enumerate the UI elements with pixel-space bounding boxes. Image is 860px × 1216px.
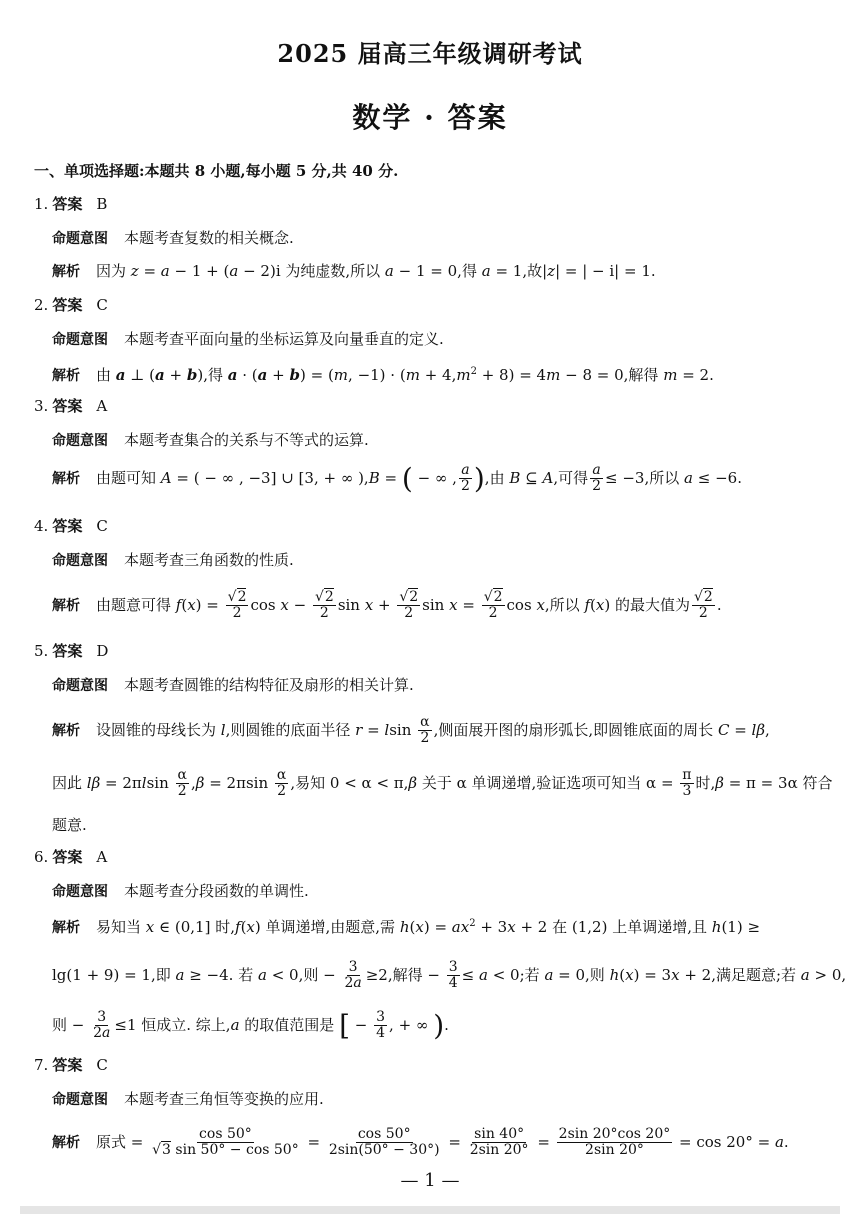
q6-answer-line xyxy=(34,846,107,868)
answer-label: 答案 xyxy=(52,397,83,415)
q4-analysis: 解析 由题意可得 f(x) = $\frac{√2}{2}$ cos x − $\frac{√2}{2}$ sin x + $\frac{√2}{2}$ sin x = $\frac{√2}{2}$ cos x,所以 f(x) 的最大值为 $\frac{√2}{2}$ . xyxy=(52,589,722,622)
q6-analysis-cont: lg(1 + 9) = 1,即 a ≥ −4. 若 a < 0,则 − $\frac{3}{2a}$ ≥2,解得 − $\frac{3}{4}$ ≤ a < 0;若 a = 0,则 h(x) = 3x + 2,满足题意;若 a > 0, xyxy=(52,959,847,992)
q3-number: 3. xyxy=(34,397,49,415)
q4-answer-line xyxy=(34,515,108,537)
q6-intent xyxy=(52,880,309,903)
q4-intent xyxy=(52,549,294,572)
q3-answer-line xyxy=(34,395,107,417)
bottom-divider xyxy=(20,1206,840,1214)
q1-answer-line xyxy=(34,193,107,215)
intent-label: 命题意图 xyxy=(52,884,108,900)
exam-title: 2025 届高三年级调研考试 xyxy=(277,39,583,68)
intent-label: 命题意图 xyxy=(52,1092,108,1108)
q7-intent xyxy=(52,1088,324,1111)
q2-number: 2. xyxy=(34,296,49,314)
q1-analysis: 解析 因为 z = a − 1 + (a − 2)i 为纯虚数,所以 a − 1 = 0,得 a = 1,故|z| = | − i| = 1. xyxy=(52,262,656,280)
q2-intent-text: 本题考查平面向量的坐标运算及向量垂直的定义. xyxy=(124,330,444,348)
intent-label: 命题意图 xyxy=(52,332,108,348)
answer-label: 答案 xyxy=(52,517,83,535)
q7-analysis: 解析 原式 = $\frac{\cos 50^\circ}{√3 \sin 50^\circ - \cos 50^\circ}$ = $\frac{\cos 50^\circ}{2\sin(50^\circ - 30^\circ)}$ = $\frac{\sin 40^\circ}{2\sin 20^\circ}$ = $\frac{2\sin 20^\circ\cos 20^\circ}{2\sin 20^\circ}$ = cos 20° = a. xyxy=(52,1126,789,1159)
q7-intent-text: 本题考查三角恒等变换的应用. xyxy=(124,1090,324,1108)
q7-number: 7. xyxy=(34,1056,49,1074)
q4-intent-text: 本题考查三角函数的性质. xyxy=(124,551,294,569)
q1-number: 1. xyxy=(34,195,49,213)
analysis-label: 解析 xyxy=(52,264,80,280)
q1-intent-text: 本题考查复数的相关概念. xyxy=(124,229,294,247)
q4-answer: C xyxy=(96,517,108,535)
answer-label: 答案 xyxy=(52,195,83,213)
q2-analysis: 解析 由 a ⊥ (a + b),得 a · (a + b) = (m, $-1) \cdot (m + 4,m^2 + 8) = 4m - 8 = 0$,解得 m = 2. xyxy=(52,366,714,384)
q4-number: 4. xyxy=(34,517,49,535)
analysis-label: 解析 xyxy=(52,597,80,614)
section-heading: 一、单项选择题:本题共 8 小题,每小题 5 分,共 40 分. xyxy=(34,162,399,180)
q3-intent xyxy=(52,429,369,452)
q3-analysis: 解析 由题可知 A = ( − ∞ , −3] ∪ [3, + ∞ ),B = ( − ∞ , $\frac{a}{2}$ ),由 B ⊆ A,可得 $\frac{a}{2}$ ≤ −3,所以 a ≤ −6. xyxy=(52,461,742,495)
analysis-label: 解析 xyxy=(52,470,80,487)
q6-analysis: 解析 易知当 x ∈ (0,1] 时,f(x) 单调递增,由题意,需 $h(x) = ax^2 + 3x + 2$ 在 (1,2) 上单调递增,且 h(1) ≥ xyxy=(52,918,761,936)
subject-title: 数学 · 答案 xyxy=(352,101,508,134)
q5-analysis: 解析 设圆锥的母线长为 l,则圆锥的底面半径 r = lsin $\frac{\alpha}{2}$ ,侧面展开图的扇形弧长,即圆锥底面的周长 C = lβ, xyxy=(52,714,770,747)
q6-intent-text: 本题考查分段函数的单调性. xyxy=(124,882,309,900)
page-number: — 1 — xyxy=(400,1170,460,1191)
analysis-label: 解析 xyxy=(52,920,80,936)
q7-answer: C xyxy=(96,1056,108,1074)
q5-analysis-end: 题意. xyxy=(52,816,87,834)
answer-label: 答案 xyxy=(52,296,83,314)
q7-answer-line xyxy=(34,1054,108,1076)
q3-intent-text: 本题考查集合的关系与不等式的运算. xyxy=(124,431,369,449)
q5-intent xyxy=(52,674,414,697)
q5-analysis-cont: 因此 lβ = 2πlsin $\frac{\alpha}{2}$ ,β = 2πsin $\frac{\alpha}{2}$ ,易知 0 < α < π,β 关于 α 单调递增,验证选项可知当 α = $\frac{\pi}{3}$ 时,β = π = 3α 符合 xyxy=(52,767,833,800)
q1-answer: B xyxy=(96,195,108,213)
q6-number: 6. xyxy=(34,848,49,866)
q5-answer: D xyxy=(96,642,109,660)
intent-label: 命题意图 xyxy=(52,433,108,449)
analysis-label: 解析 xyxy=(52,722,80,739)
q5-number: 5. xyxy=(34,642,49,660)
answer-label: 答案 xyxy=(52,642,83,660)
analysis-label: 解析 xyxy=(52,368,80,384)
q3-answer: A xyxy=(96,397,108,415)
q6-answer: A xyxy=(96,848,108,866)
intent-label: 命题意图 xyxy=(52,553,108,569)
answer-label: 答案 xyxy=(52,1056,83,1074)
answer-label: 答案 xyxy=(52,848,83,866)
q2-answer-line xyxy=(34,294,108,316)
intent-label: 命题意图 xyxy=(52,231,108,247)
q1-intent xyxy=(52,227,294,250)
q2-intent xyxy=(52,328,444,351)
analysis-label: 解析 xyxy=(52,1134,80,1151)
q5-answer-line xyxy=(34,640,108,662)
q5-intent-text: 本题考查圆锥的结构特征及扇形的相关计算. xyxy=(124,676,414,694)
q6-analysis-end: 则 − $\frac{3}{2a}$ ≤1 恒成立. 综上,a 的取值范围是 [ − $\frac{3}{4}$ , + ∞ ). xyxy=(52,1008,449,1042)
intent-label: 命题意图 xyxy=(52,678,108,694)
q2-answer: C xyxy=(96,296,108,314)
